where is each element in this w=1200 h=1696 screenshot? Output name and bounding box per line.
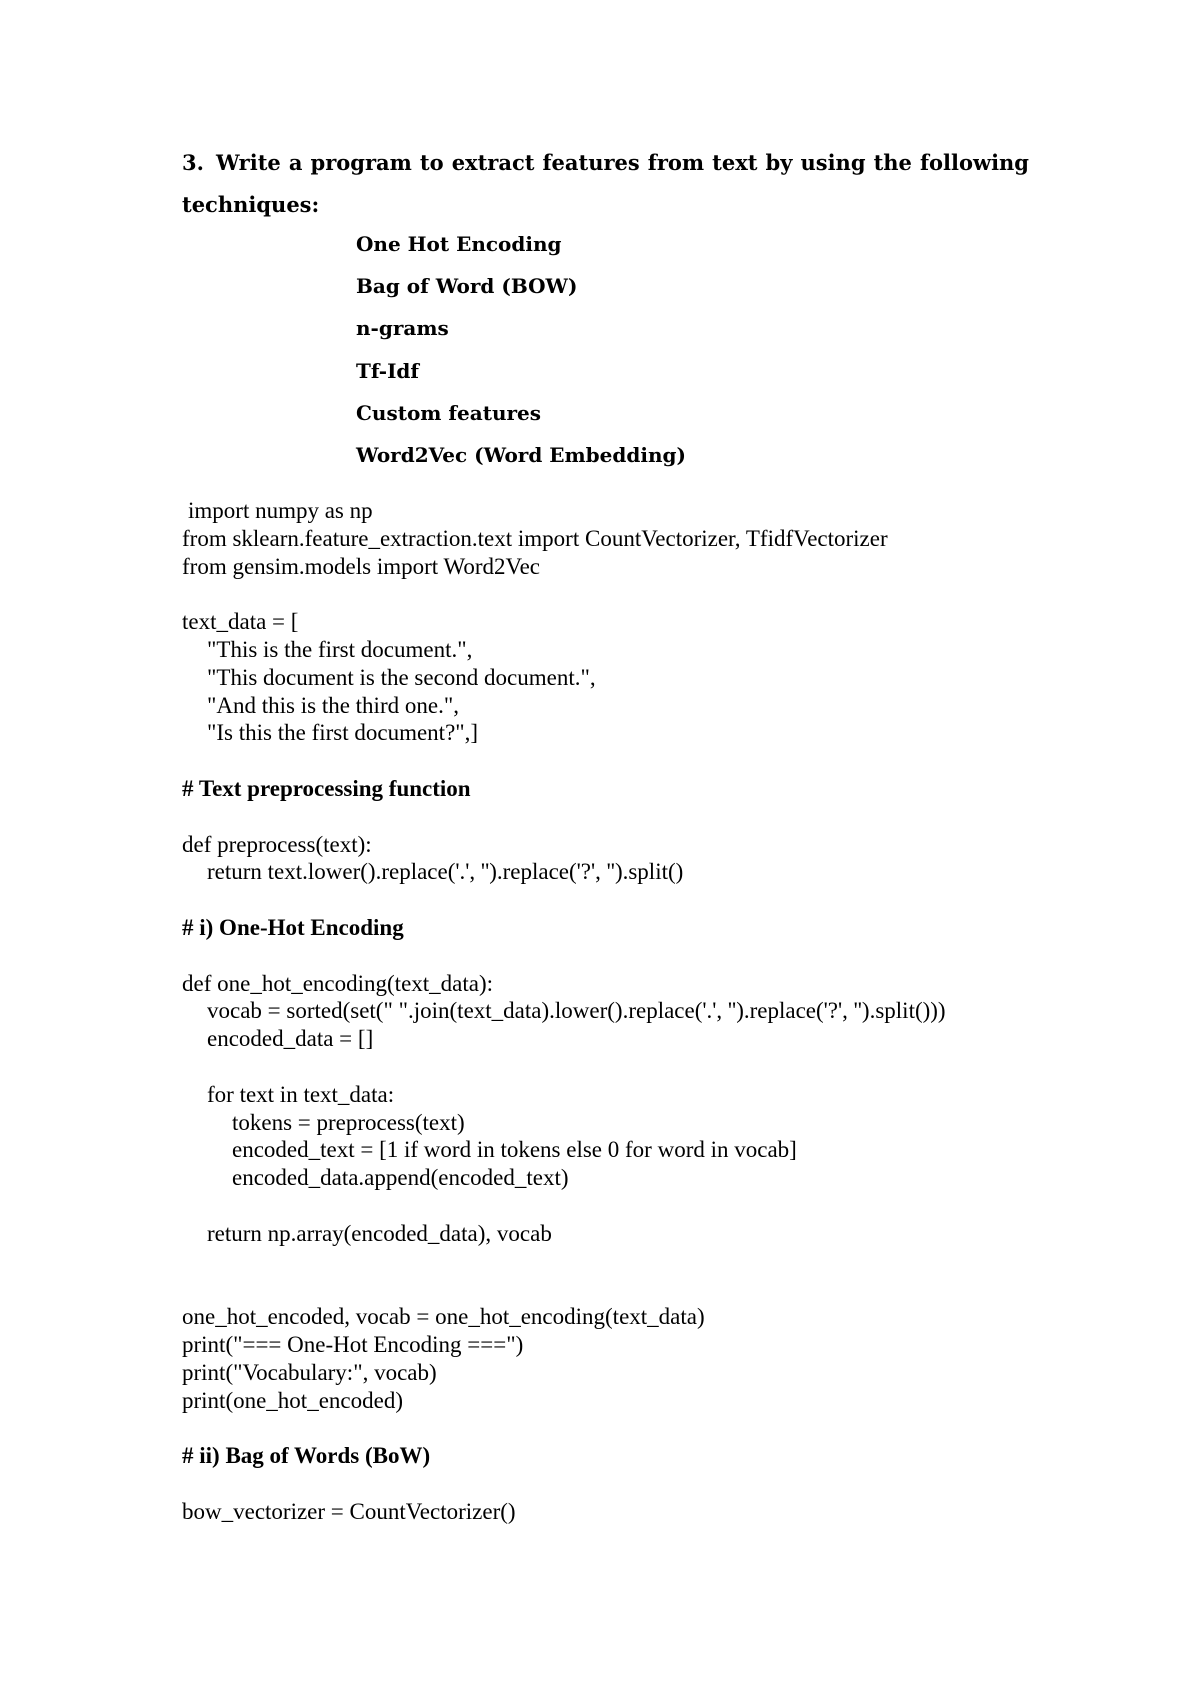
code-line: return np.array(encoded_data), vocab (207, 1220, 552, 1246)
question-prompt: Write a program to extract features from text by using the following techniques: (182, 150, 1029, 217)
code-line: text_data = [ (182, 609, 299, 635)
code-line: vocab = sorted(set(" ".join(text_data).lower().replace('.', '').replace('?', '').split())) (207, 998, 946, 1024)
blank-line (182, 1248, 1142, 1304)
section-heading: # i) One-Hot Encoding (182, 914, 404, 940)
technique-item: Bag of Word (BOW) (356, 274, 578, 299)
section-heading: # ii) Bag of Words (BoW) (182, 1443, 431, 1469)
code-line: "And this is the third one.", (207, 692, 459, 718)
blank-line (182, 942, 1142, 970)
blank-line (182, 747, 1142, 775)
blank-line (182, 886, 1142, 914)
code-line: for text in text_data: (207, 1081, 395, 1107)
blank-line (182, 1053, 1142, 1081)
code-block (182, 497, 1142, 1525)
technique-item: Tf-Idf (356, 358, 420, 383)
techniques-list (356, 223, 686, 476)
blank-line (182, 1192, 1142, 1220)
code-line: one_hot_encoded, vocab = one_hot_encoding(text_data) (182, 1304, 705, 1330)
code-line: return text.lower().replace('.', '').replace('?', '').split() (207, 859, 684, 885)
section-heading: # Text preprocessing function (182, 775, 471, 801)
code-line: "Is this the first document?",] (207, 720, 479, 746)
blank-line (182, 1470, 1142, 1498)
code-line: from gensim.models import Word2Vec (182, 553, 541, 579)
code-line: from sklearn.feature_extraction.text import CountVectorizer, TfidfVectorizer (182, 525, 888, 551)
code-line: encoded_text = [1 if word in tokens else 0 for word in vocab] (232, 1137, 797, 1163)
code-line: "This document is the second document.", (207, 664, 596, 690)
code-line: encoded_data.append(encoded_text) (232, 1165, 569, 1191)
code-line: import numpy as np (188, 498, 373, 523)
technique-item: n-grams (356, 316, 449, 341)
code-line: def preprocess(text): (182, 831, 372, 857)
code-line: bow_vectorizer = CountVectorizer() (182, 1498, 516, 1524)
technique-item: One Hot Encoding (356, 232, 562, 256)
technique-item: Word2Vec (Word Embedding) (356, 442, 686, 467)
question-text (182, 142, 1029, 226)
code-line: tokens = preprocess(text) (232, 1109, 465, 1135)
code-line: print("=== One-Hot Encoding ===") (182, 1331, 524, 1357)
question-number: 3. (182, 150, 204, 175)
blank-line (182, 580, 1142, 608)
technique-item: Custom features (356, 400, 542, 425)
code-line: encoded_data = [] (207, 1026, 374, 1052)
blank-line (182, 1414, 1142, 1442)
code-line: "This is the first document.", (207, 636, 473, 662)
blank-line (182, 803, 1142, 831)
code-line: print("Vocabulary:", vocab) (182, 1359, 437, 1385)
code-line: print(one_hot_encoded) (182, 1387, 403, 1413)
code-line: def one_hot_encoding(text_data): (182, 970, 494, 996)
